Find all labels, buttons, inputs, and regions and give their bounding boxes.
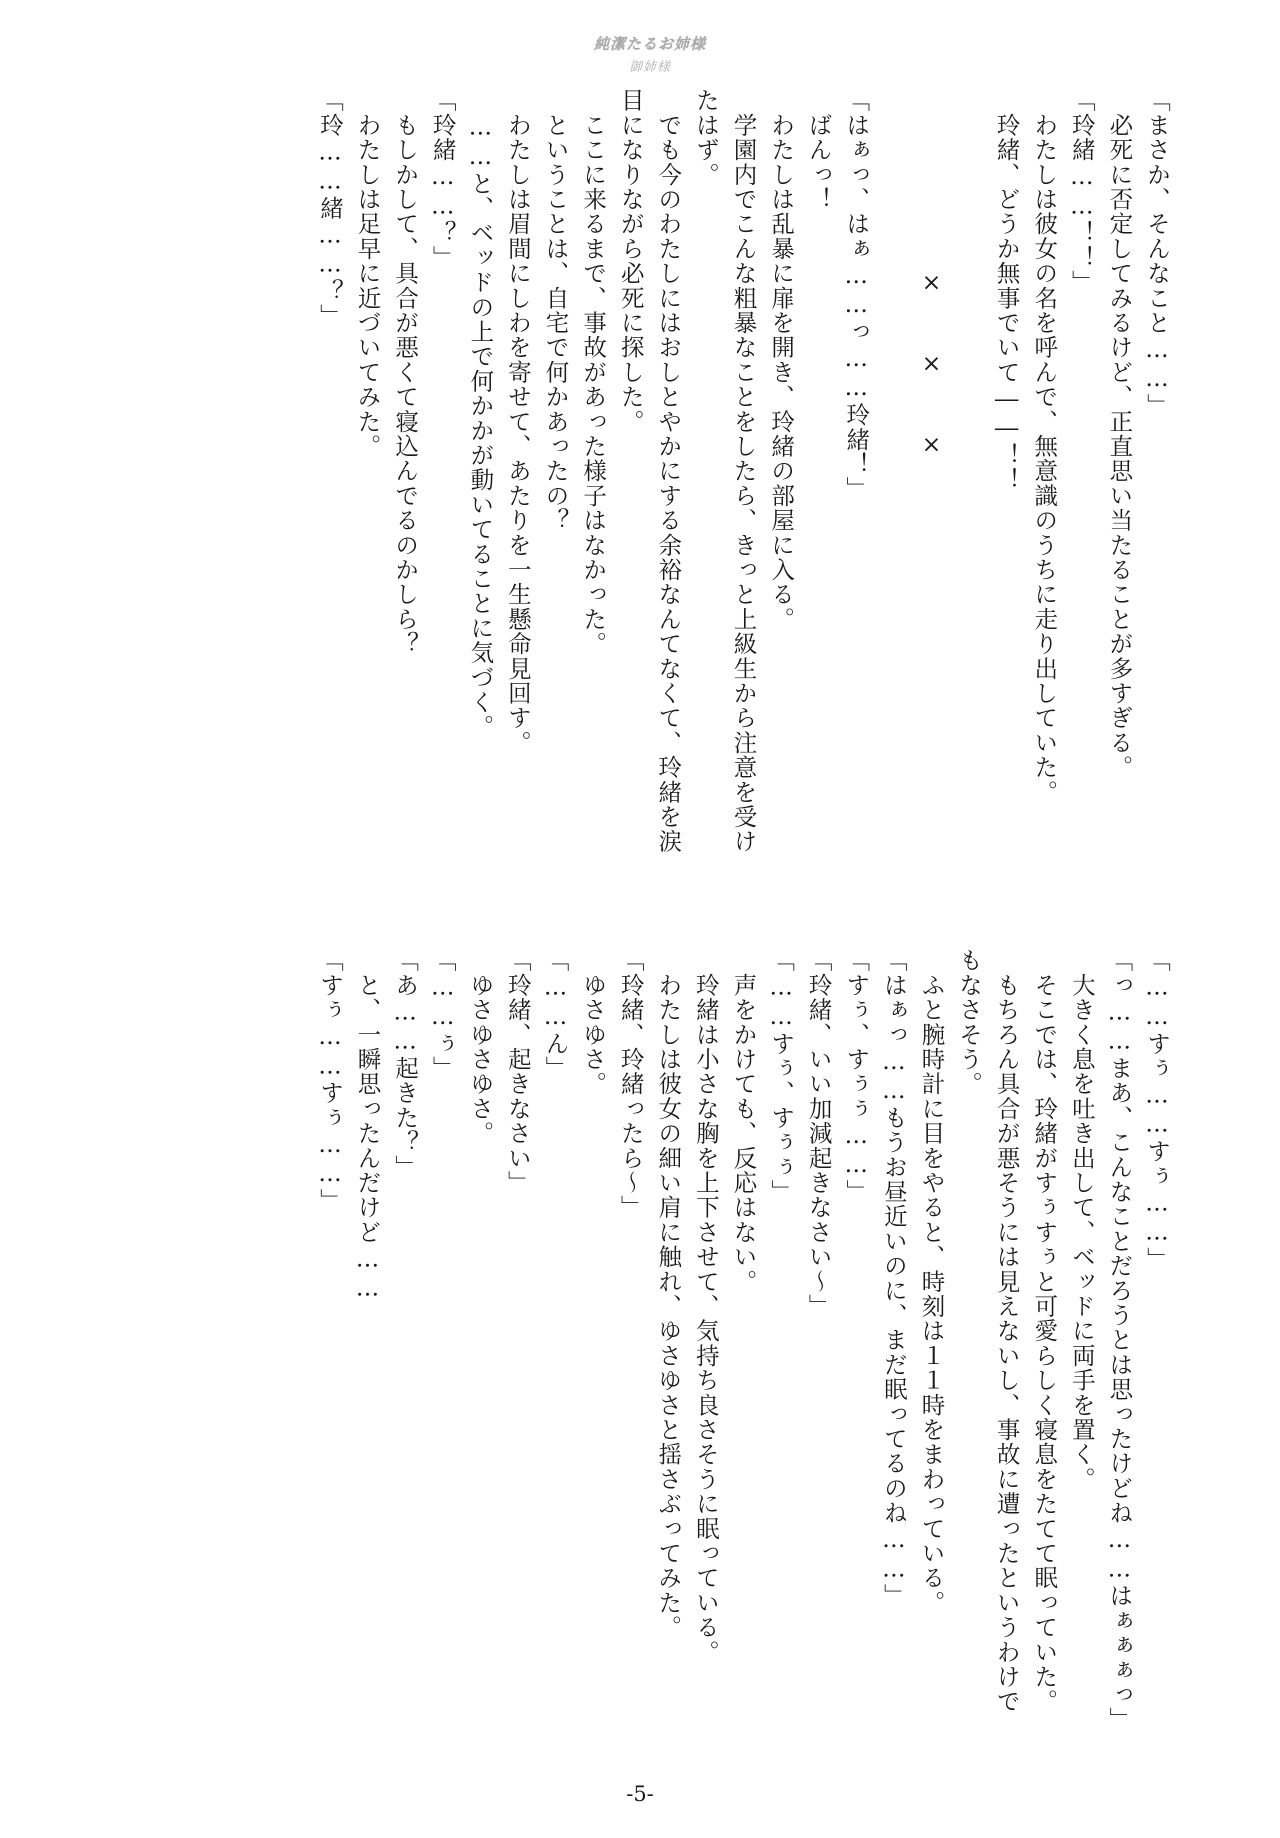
text-line: 必死に否定してみるけど、正直思い当たることが多すぎる。 [1105, 88, 1134, 780]
text-line: 目になりながら必死に探した。 [616, 88, 645, 434]
text-line: 「あ……起きた？」 [391, 948, 420, 1180]
text-line: 「玲緒、いい加減起きなさい～」 [804, 948, 833, 1319]
text-line: 学園内でこんな粗暴なことをしたら、きっと上級生から注意を受け [729, 88, 758, 854]
text-line: と、一瞬思ったんだけど…… [353, 948, 382, 1303]
header-logo [585, 28, 715, 80]
blank-line [949, 88, 987, 98]
top-text-block [310, 88, 1175, 928]
text-line: たはず。 [691, 88, 720, 187]
text-line: わたしは眉間にしわを寄せて、あたりを一生懸命見回す。 [503, 88, 532, 755]
text-line: ばんっ！ [804, 88, 833, 212]
text-line: ……と、ベッドの上で何かかが動いてることに気づく。 [466, 88, 495, 740]
text-line: もなさそう。 [955, 948, 984, 1097]
text-line: 玲緒は小さな胸を上下させて、気持ち良さそうに眠っている。 [691, 948, 720, 1665]
text-line: 大きく息を吐き出して、ベッドに両手を置く。 [1067, 948, 1096, 1492]
logo-subtitle: 御姉様 [628, 60, 671, 75]
text-line: 「……ん」 [541, 948, 570, 1081]
text-line: 「はぁっ、はぁ……っ……玲緒！」 [842, 88, 871, 502]
text-line: 「すぅ……すぅ……」 [315, 948, 344, 1213]
text-line: わたしは乱暴に扉を開き、玲緒の部屋に入る。 [767, 88, 796, 632]
text-line: 「まさか、そんなこと……」 [1143, 88, 1171, 419]
text-line: 「玲緒……？」 [428, 88, 457, 270]
bottom-text-block [310, 948, 1175, 1748]
text-line: 玲緒、どうか無事でいて――！！ [992, 88, 1021, 493]
text-line: わたしは彼女の細い肩に触れ、ゆさゆさと揺さぶってみた。 [654, 948, 683, 1640]
text-line: そこでは、玲緒がすぅすぅと可愛らしく寝息をたてて眠っていた。 [1030, 948, 1059, 1714]
logo-title: 純潔たるお姉様 [593, 35, 706, 53]
text-line: わたしは足早に近づいてみた。 [353, 88, 382, 459]
text-line: 「……すぅ……すぅ……」 [1143, 948, 1171, 1272]
text-line: でも今のわたしにはおしとやかにする余裕なんてなくて、玲緒を涙 [654, 88, 683, 854]
text-line: もしかして、具合が悪くて寝込んでるのかしら？ [391, 88, 420, 657]
text-line: 「はぁっ……もうお昼近いのに、まだ眠ってるのね……」 [879, 948, 908, 1609]
scene-separator: × × × [917, 268, 946, 460]
text-line: ゆさゆさゆさ。 [466, 948, 495, 1146]
text-line: 声をかけても、反応はない。 [729, 948, 758, 1294]
text-line: 「玲緒……！！」 [1067, 88, 1096, 295]
text-line: 「玲緒、玲緒ったら～」 [616, 948, 645, 1220]
page-number: -5- [626, 1782, 654, 1806]
text-line: ふと腕時計に目をやると、時刻は１１時をまわっている。 [917, 948, 946, 1615]
blank-line [874, 88, 912, 98]
text-line: 「すぅ、すぅぅ……」 [842, 948, 871, 1204]
text-line: 「玲……緒……？」 [315, 88, 344, 329]
text-line: ということは、自宅で何かあったの？ [541, 88, 570, 533]
text-line: 「玲緒、起きなさい」 [503, 948, 532, 1195]
text-line: 「……すぅ、すぅぅ」 [767, 948, 796, 1204]
text-line: 「っ……まあ、こんなことだろうとは思ったけどね……はぁぁぁっ」 [1105, 948, 1134, 1732]
text-line: わたしは彼女の名を呼んで、無意識のうちに走り出していた。 [1030, 88, 1059, 805]
text-line: ゆさゆさ。 [579, 948, 608, 1097]
text-line: ここに来るまで、事故があった様子はなかった。 [579, 88, 608, 657]
text-line: 「……ぅ」 [428, 948, 457, 1081]
text-line: もちろん具合が悪そうには見えないし、事故に遭ったというわけで [992, 948, 1021, 1714]
